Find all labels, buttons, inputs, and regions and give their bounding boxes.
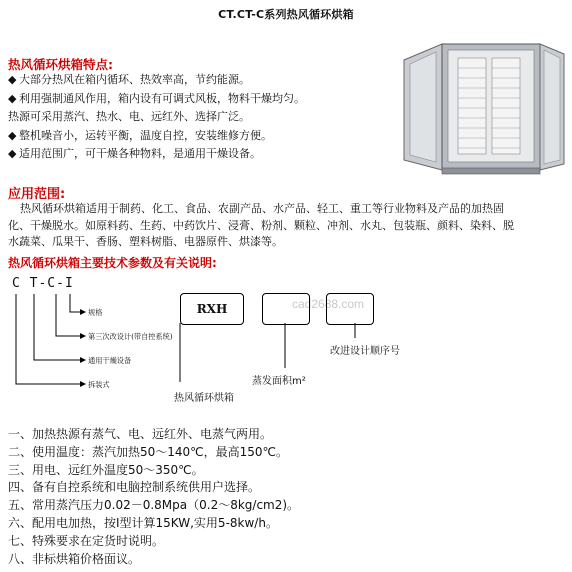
feature-text: 整机噪音小，运转平衡，温度自控，安装维修方便。 — [19, 128, 272, 142]
area-label: 蒸发面积m² — [252, 376, 306, 387]
note-item: 四、备有自控系统和电脑控制系统供用户选择。 — [8, 480, 261, 495]
note-item: 二、使用温度：蒸汽加热50～140℃，最高150℃。 — [8, 444, 289, 459]
model-code: C T-C-I — [12, 276, 74, 291]
feature-item — [8, 109, 250, 126]
seq-label: 改进设计顺序号 — [330, 346, 400, 357]
feature-text: 适用范围广，可干燥各种物料，是通用干燥设备。 — [19, 147, 261, 160]
note-item: 六、配用电加热，按I型计算15KW,实用5-8kw/h。 — [8, 516, 278, 530]
bullet-diamond-icon: ◆ — [8, 73, 17, 86]
rxh-label: 热风循环烘箱 — [174, 393, 234, 404]
code-label-spec: 规格 — [88, 308, 103, 317]
code-label-detachable: 拆装式 — [88, 380, 110, 389]
scope-line: 热风循环烘箱适用于制药、化工、食品、农副产品、水产品、轻工、重工等行业物料及产品的加热固 — [20, 202, 504, 215]
feature-item — [8, 72, 250, 89]
watermark: cad2688.com — [292, 297, 365, 311]
feature-text: 利用强制通风作用，箱内设有可调式风板，物料干燥均匀。 — [19, 91, 305, 105]
code-label-redesign: 第三次改设计(带自控系统) — [88, 332, 173, 341]
page-title: CT.CT-C系列热风循环烘箱 — [218, 8, 354, 21]
scope-line: 水蔬菜、瓜果干、香肠、塑料树脂、电器原件、烘漆等。 — [8, 235, 283, 248]
note-item: 一、加热热源有蒸气、电、远红外、电蒸气两用。 — [8, 427, 273, 441]
features-heading: 热风循环烘箱特点: — [8, 57, 113, 72]
scope-paragraph — [8, 201, 564, 251]
seq-box — [326, 293, 374, 325]
params-heading: 热风循环烘箱主要技术参数及有关说明: — [8, 256, 217, 270]
feature-text: 热源可采用蒸汽、热水、电、远红外、选择广泛。 — [8, 110, 250, 123]
rxh-box: RXH — [180, 293, 244, 325]
scope-heading: 应用范围: — [8, 187, 66, 202]
bullet-diamond-icon: ◆ — [8, 128, 17, 142]
bullet-diamond-icon: ◆ — [8, 91, 17, 105]
note-item: 三、用电、远红外温度50～350℃。 — [8, 462, 204, 477]
oven-cabinet-image — [402, 38, 566, 178]
note-item: 五、常用蒸汽压力0.02－0.8Mpa（0.2～8kg/cm2)。 — [8, 498, 300, 513]
area-box — [262, 293, 310, 325]
feature-item — [8, 128, 272, 145]
feature-item — [8, 146, 261, 163]
note-item: 七、特殊要求在定货时说明。 — [8, 533, 165, 548]
bullet-diamond-icon: ◆ — [8, 147, 17, 160]
feature-item — [8, 91, 305, 108]
code-label-general-dryer: 通用干燥设备 — [88, 356, 132, 365]
scope-line: 化、干燥脱水。如原料药、生药、中药饮片、浸膏、粉剂、颗粒、冲剂、水丸、包装瓶、颜料、染料、脱 — [8, 218, 514, 232]
note-item: 八、非标烘箱价格面议。 — [8, 551, 141, 566]
feature-text: 大部分热风在箱内循环、热效率高，节约能源。 — [19, 73, 250, 86]
